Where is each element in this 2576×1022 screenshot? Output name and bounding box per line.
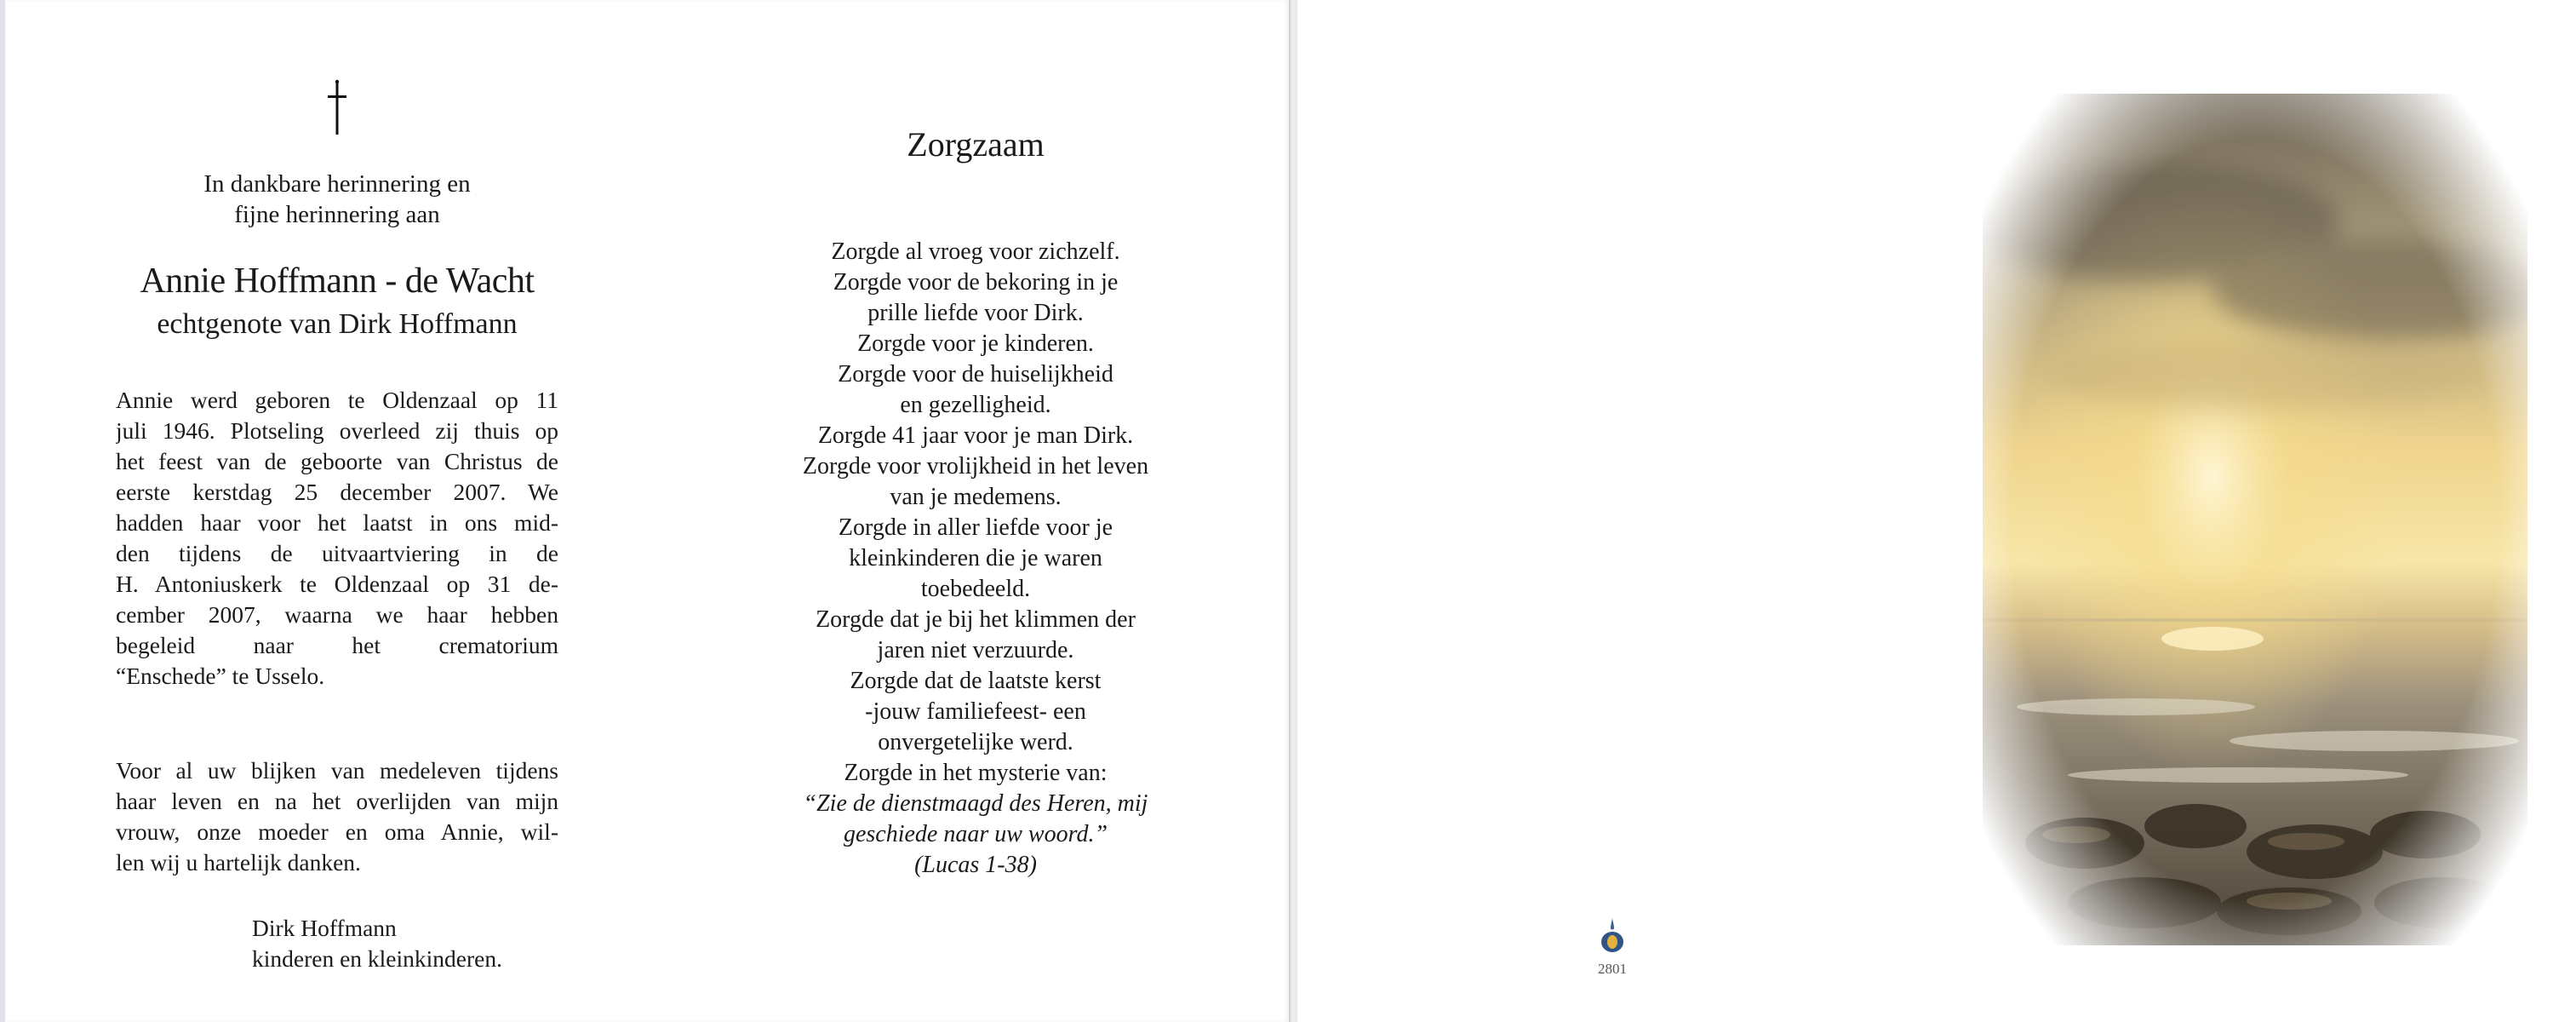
candle-logo-icon: [1595, 916, 1629, 954]
bio-line: “Enschede” te Usselo.: [116, 663, 325, 689]
quote-line: geschiede naar uw woord.”: [843, 821, 1108, 847]
poem-line: toebedeeld.: [920, 576, 1031, 602]
signature-line: kinderen en kleinkinderen.: [252, 945, 502, 972]
biography: [116, 385, 558, 692]
deceased-name: Annie Hoffmann - de Wacht: [140, 261, 535, 301]
poem-line: Zorgde voor vrolijkheid in het leven: [802, 453, 1149, 479]
poem-line: Zorgde voor de bekoring in je: [833, 269, 1119, 296]
spouse-line: echtgenote van Dirk Hoffmann: [157, 308, 518, 340]
poem-line: onvergetelijke werd.: [878, 729, 1073, 755]
cross-icon: [320, 78, 354, 138]
card-fold: [1289, 0, 1297, 1022]
poem-line: prille liefde voor Dirk.: [867, 300, 1084, 326]
bio-line: H. Antoniuskerk te Oldenzaal op 31 de-: [116, 571, 558, 597]
bio-line: den tijdens de uitvaartviering in de: [116, 540, 558, 566]
poem-line: Zorgde 41 jaar voor je man Dirk.: [817, 422, 1134, 449]
intro-text: [133, 169, 541, 230]
poem-line: Zorgde dat je bij het klimmen der: [816, 606, 1136, 633]
bio-line: begeleid naar het crematorium: [116, 632, 558, 658]
bio-line: juli 1946. Plotseling overleed zij thuis op: [116, 417, 558, 444]
bio-line: Annie werd geboren te Oldenzaal op 11: [116, 387, 558, 413]
poem-line: jaren niet verzuurde.: [877, 637, 1074, 663]
left-card: [5, 0, 1289, 1022]
thanks-line: len wij u hartelijk danken.: [116, 849, 361, 876]
quote-line: “Zie de dienstmaagd des Heren, mij: [803, 790, 1148, 817]
thanks-line: vrouw, onze moeder en oma Annie, wil-: [116, 818, 558, 845]
poem-title: Zorgzaam: [907, 125, 1045, 164]
right-card: [1297, 0, 2576, 1022]
bio-line: hadden haar voor het laatst in ons mid-: [116, 509, 558, 536]
signature-line: Dirk Hoffmann: [252, 915, 397, 941]
intro-line: In dankbare herinnering en: [203, 170, 471, 198]
bio-line: eerste kerstdag 25 december 2007. We: [116, 479, 558, 505]
poem-line: en gezelligheid.: [900, 392, 1051, 418]
quote-reference: (Lucas 1-38): [914, 852, 1037, 878]
thanks-text: [116, 755, 558, 878]
poem-line: Zorgde voor je kinderen.: [857, 330, 1094, 357]
thanks-line: haar leven en na het overlijden van mijn: [116, 788, 558, 814]
intro-line: fijne herinnering aan: [234, 201, 440, 228]
thanks-line: Voor al uw blijken van medeleven tijdens: [116, 757, 558, 784]
card-code: 2801: [1598, 961, 1627, 977]
poem-line: -jouw familiefeest- een: [865, 698, 1086, 725]
poem-line: kleinkinderen die je waren: [849, 545, 1102, 571]
poem-line: Zorgde voor de huiselijkheid: [838, 361, 1113, 388]
sunset-sea-photo: [1983, 94, 2527, 945]
poem-line: Zorgde in het mysterie van:: [844, 760, 1108, 786]
bio-line: cember 2007, waarna we haar hebben: [116, 601, 558, 628]
poem: [754, 237, 1197, 881]
poem-line: Zorgde dat de laatste kerst: [850, 668, 1102, 694]
poem-line: Zorgde al vroeg voor zichzelf.: [831, 238, 1120, 265]
poem-line: van je medemens.: [890, 484, 1062, 510]
signature: [252, 913, 592, 974]
poem-line: Zorgde in aller liefde voor je: [838, 514, 1113, 541]
bio-line: het feest van de geboorte van Christus de: [116, 448, 558, 474]
